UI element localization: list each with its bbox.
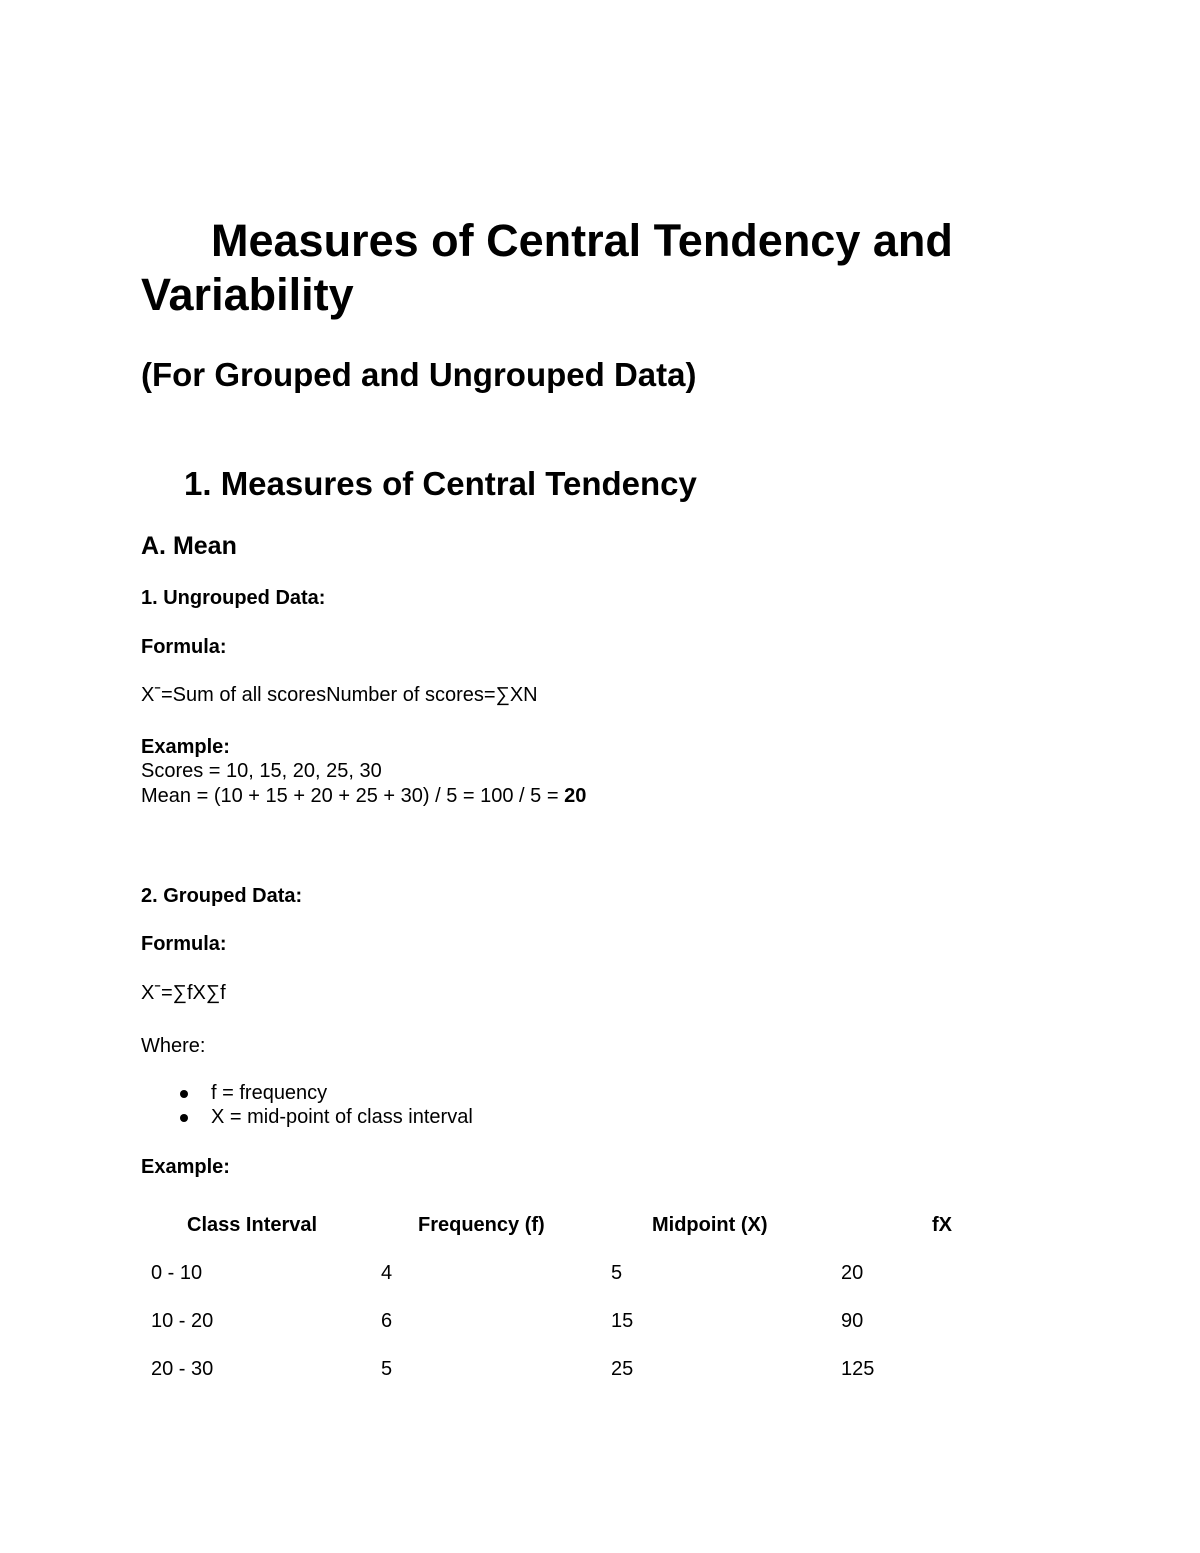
table-cell: 90 [841, 1310, 864, 1332]
scores-line: Scores = 10, 15, 20, 25, 30 [141, 760, 382, 782]
bullet-icon [180, 1090, 188, 1098]
ungrouped-formula: Xˉ=Sum of all scoresNumber of scores=∑XN [141, 684, 538, 706]
ungrouped-heading: 1. Ungrouped Data: [141, 587, 326, 609]
table-cell: 15 [611, 1310, 634, 1332]
table-cell: 4 [381, 1262, 393, 1284]
list-item-text: X = mid-point of class interval [211, 1106, 473, 1128]
table-header-cell: Class Interval [187, 1214, 318, 1236]
table-cell: 5 [381, 1358, 393, 1380]
list-item [141, 1081, 473, 1105]
ungrouped-example-label: Example: [141, 736, 230, 758]
list-item-text: f = frequency [211, 1082, 328, 1104]
section-heading: 1. Measures of Central Tendency [184, 465, 697, 502]
definition-list [141, 1081, 473, 1129]
table-cell: 10 - 20 [151, 1310, 214, 1332]
table-cell: 6 [381, 1310, 393, 1332]
ungrouped-formula-label: Formula: [141, 636, 227, 658]
table-header-cell: fX [932, 1214, 952, 1236]
table-cell: 20 [841, 1262, 864, 1284]
document-subtitle: (For Grouped and Ungrouped Data) [141, 356, 697, 393]
mean-line-text: Mean = (10 + 15 + 20 + 25 + 30) / 5 = 100 / 5 = [141, 785, 565, 807]
table-cell: 20 - 30 [151, 1358, 214, 1380]
table-cell: 25 [611, 1358, 634, 1380]
sub-heading-mean: A. Mean [141, 532, 237, 560]
grouped-formula-label: Formula: [141, 933, 227, 955]
table-header-cell: Midpoint (X) [652, 1214, 768, 1236]
table-cell: 0 - 10 [151, 1262, 203, 1284]
grouped-example-label: Example: [141, 1156, 230, 1178]
where-label: Where: [141, 1035, 206, 1057]
bullet-icon [180, 1114, 188, 1122]
mean-result: 20 [564, 785, 587, 807]
grouped-formula: Xˉ=∑fX∑f [141, 982, 226, 1004]
table-cell: 5 [611, 1262, 623, 1284]
list-item [141, 1105, 473, 1129]
table-cell: 125 [841, 1358, 875, 1380]
table-header-cell: Frequency (f) [418, 1214, 545, 1236]
grouped-heading: 2. Grouped Data: [141, 885, 303, 907]
document-title: Measures of Central Tendency and Variability [141, 215, 953, 320]
mean-line [141, 784, 586, 808]
